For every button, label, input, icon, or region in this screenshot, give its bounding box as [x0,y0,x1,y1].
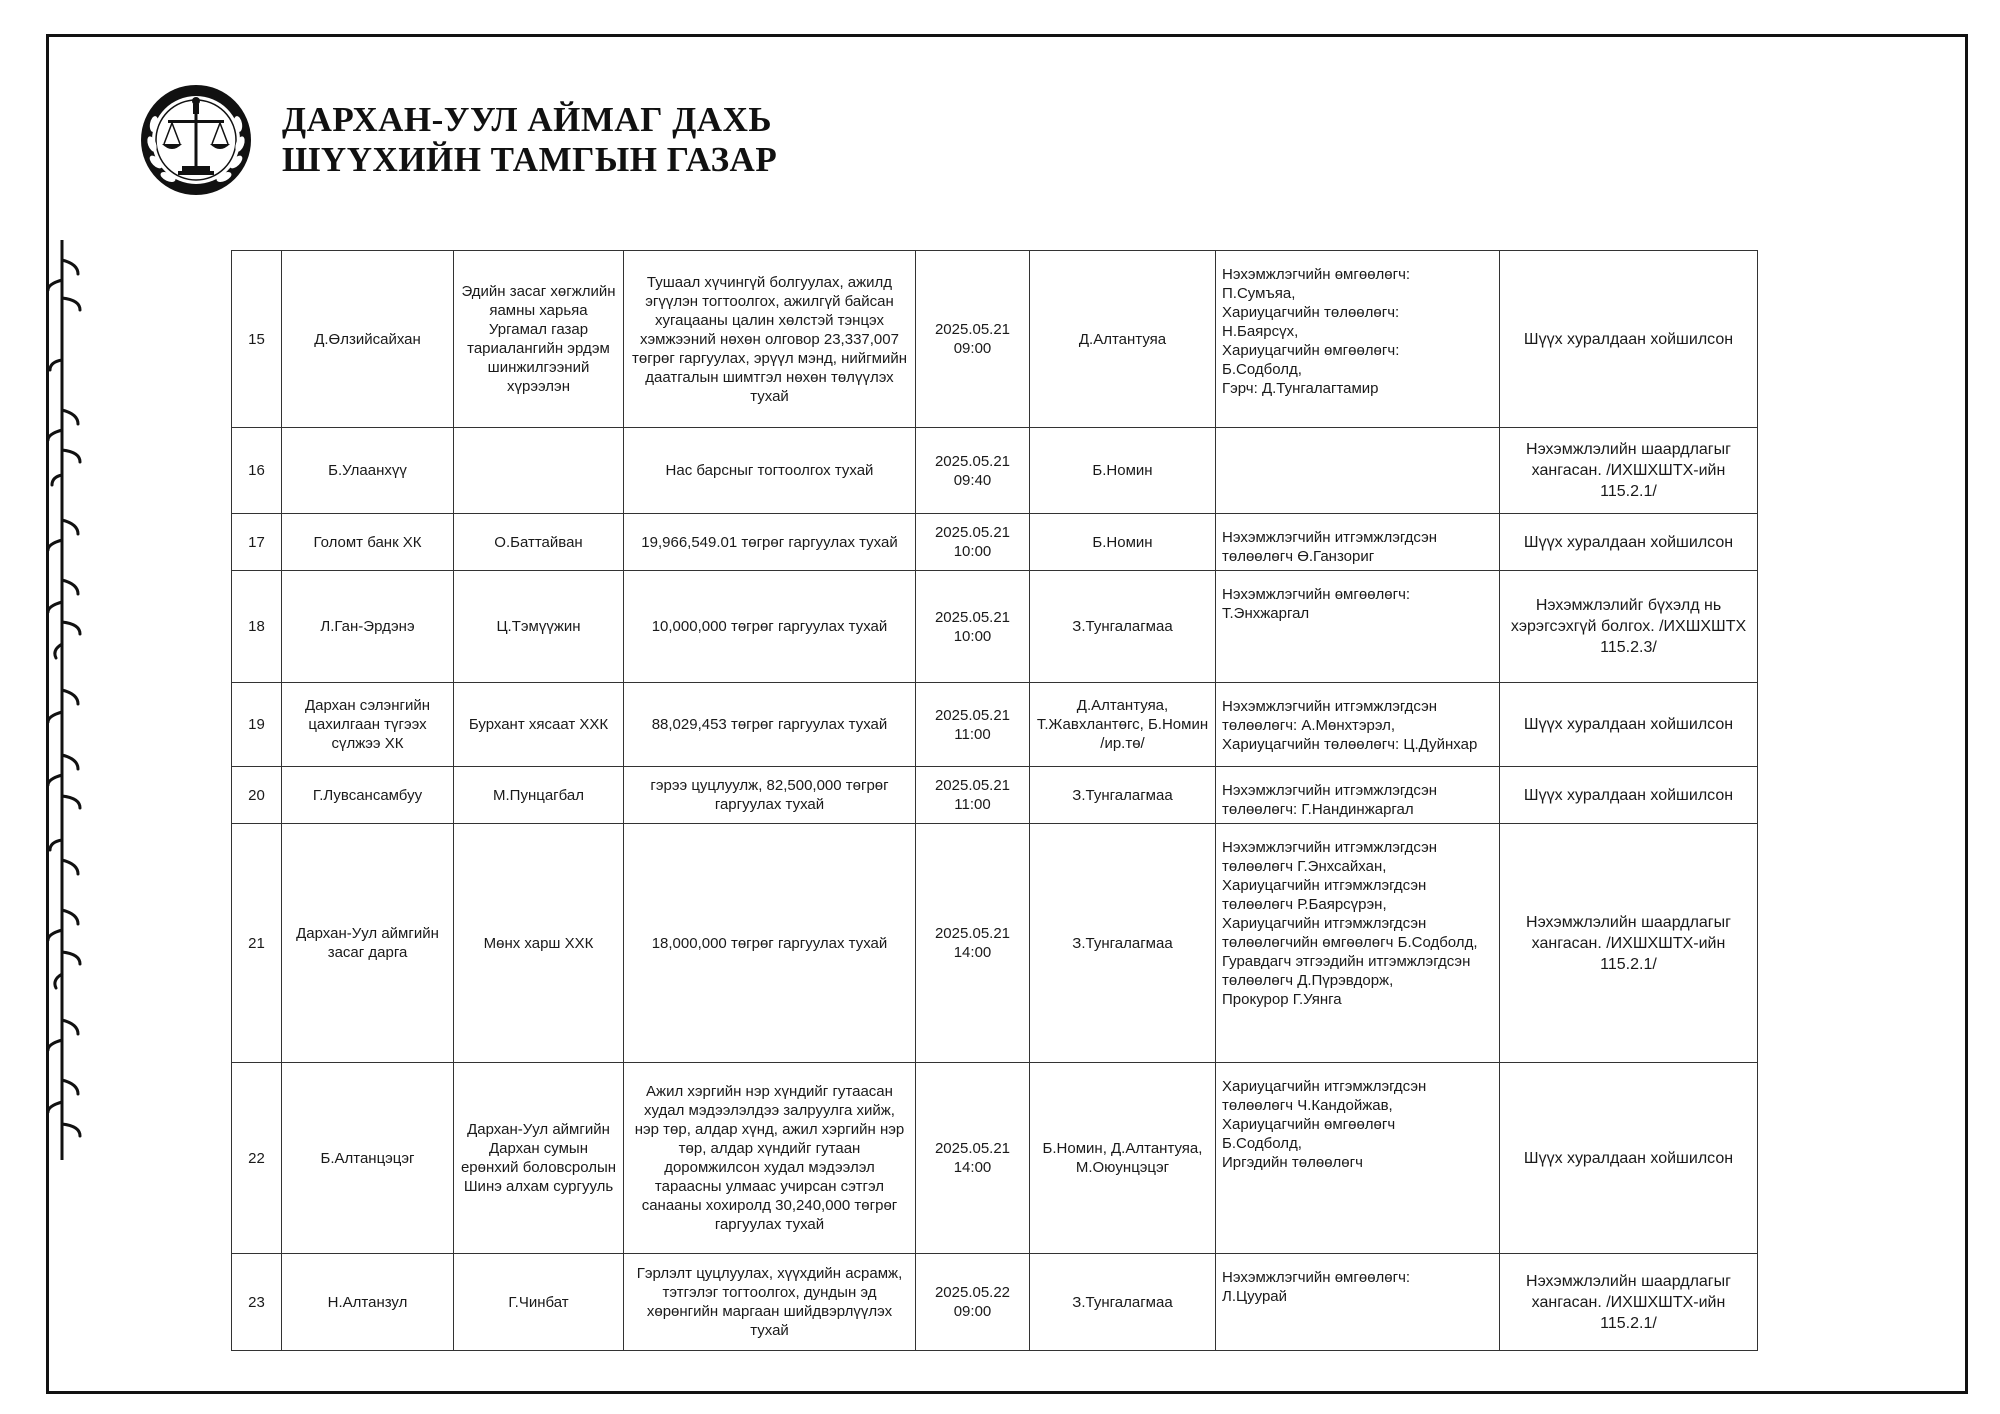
plaintiff-cell: Дархан-Уул аймгийн засаг дарга [282,824,454,1063]
defendant-cell: Мөнх харш ХХК [454,824,624,1063]
row-number-cell: 18 [232,571,282,683]
table-row [232,514,1758,571]
hearing-time: 10:00 [953,543,992,560]
result-cell: Нэхэмжлэлийн шаардлагыг хангасан. /ИХШХШТХ-ийн 115.2.1/ [1500,1254,1758,1351]
row-number-cell: 20 [232,767,282,824]
defendant-cell: Ц.Тэмүүжин [454,571,624,683]
participant-line: Нэхэмжлэгчийн итгэмжлэгдсэн төлөөлөгч: Г.Нандинжаргал [1222,782,1438,818]
defendant-cell: М.Пунцагбал [454,767,624,824]
claim-cell: Гэрлэлт цуцлуулах, хүүхдийн асрамж, тэтгэлэг тогтоолгох, дундын эд хөрөнгийн маргаан шийдвэрлүүлэх тухай [624,1254,916,1351]
defendant-cell: О.Баттайван [454,514,624,571]
plaintiff-cell: Л.Ган-Эрдэнэ [282,571,454,683]
table-row [232,683,1758,767]
table-row [232,1063,1758,1254]
result-cell: Нэхэмжлэлийн шаардлагыг хангасан. /ИХШХШТХ-ийн 115.2.1/ [1500,428,1758,514]
participant-line: П.Сумъяа, [1222,285,1296,302]
plaintiff-cell: Б.Алтанцэцэг [282,1063,454,1254]
participant-line: Хариуцагчийн төлөөлөгч: Ц.Дуйнхар [1222,736,1478,753]
result-cell: Шүүх хуралдаан хойшилсон [1500,1063,1758,1254]
judge-cell: З.Тунгалагмаа [1030,767,1216,824]
hearing-date: 2025.05.21 [934,777,1011,794]
participant-line: Хариуцагчийн төлөөлөгч: [1222,304,1400,321]
row-number-cell: 15 [232,251,282,428]
plaintiff-cell: Н.Алтанзул [282,1254,454,1351]
result-cell: Нэхэмжлэлийг бүхэлд нь хэрэгсэхгүй болгох. /ИХШХШТХ 115.2.3/ [1500,571,1758,683]
participant-line: Нэхэмжлэгчийн өмгөөлөгч: [1222,586,1411,603]
result-cell: Нэхэмжлэлийн шаардлагыг хангасан. /ИХШХШТХ-ийн 115.2.1/ [1500,824,1758,1063]
row-number-cell: 22 [232,1063,282,1254]
hearing-date: 2025.05.21 [934,321,1011,338]
participants-cell [1216,251,1500,428]
judge-cell: Д.Алтантуяа [1030,251,1216,428]
participants-cell [1216,824,1500,1063]
participant-line: Гэрч: Д.Тунгалагтамир [1222,380,1379,397]
row-number-cell: 17 [232,514,282,571]
datetime-cell [916,428,1030,514]
datetime-cell [916,824,1030,1063]
hearing-date: 2025.05.21 [934,608,1011,626]
defendant-cell: Дархан-Уул аймгийн Дархан сумын ерөнхий боловсролын Шинэ алхам сургууль [454,1063,624,1254]
participant-line: Нэхэмжлэгчийн итгэмжлэгдсэн төлөөлөгч Г.Энхсайхан, [1222,839,1438,875]
row-number-cell: 16 [232,428,282,514]
table-row [232,824,1758,1063]
hearing-date: 2025.05.21 [934,706,1011,724]
participants-cell [1216,683,1500,767]
defendant-cell [454,428,624,514]
hearing-date: 2025.05.21 [934,1140,1011,1157]
datetime-cell [916,514,1030,571]
hearing-time: 14:00 [953,1159,992,1176]
mongolian-script-vertical-motto-icon [32,240,92,1160]
defendant-cell: Г.Чинбат [454,1254,624,1351]
participant-line: Л.Цуурай [1222,1288,1288,1305]
judge-cell: З.Тунгалагмаа [1030,824,1216,1063]
judge-cell: З.Тунгалагмаа [1030,1254,1216,1351]
participant-line: Хариуцагчийн өмгөөлөгч: [1222,342,1400,359]
table-row [232,1254,1758,1351]
participants-cell [1216,1063,1500,1254]
result-cell: Шүүх хуралдаан хойшилсон [1500,683,1758,767]
judge-cell: З.Тунгалагмаа [1030,571,1216,683]
participant-line: Хариуцагчийн өмгөөлөгч [1222,1116,1396,1133]
participant-line: Нэхэмжлэгчийн итгэмжлэгдсэн төлөөлөгч: А.Мөнхтэрэл, [1222,698,1438,734]
datetime-cell [916,683,1030,767]
participants-cell [1216,571,1500,683]
hearing-schedule-table [231,250,1757,1351]
hearing-time: 11:00 [954,725,991,743]
judge-cell: Д.Алтантуяа, Т.Жавхлантөгс, Б.Номин /ир.тө/ [1030,683,1216,767]
plaintiff-cell: Г.Лувсансамбуу [282,767,454,824]
plaintiff-cell: Голомт банк ХК [282,514,454,571]
participant-line: Нэхэмжлэгчийн өмгөөлөгч: [1222,266,1411,283]
participant-line: Нэхэмжлэгчийн итгэмжлэгдсэн төлөөлөгч Ө.Ганзориг [1222,529,1438,565]
table-row [232,428,1758,514]
claim-cell: Ажил хэргийн нэр хүндийг гутаасан худал мэдээлэлдээ залруулга хийж, нэр төр, алдар хүнд, ажил хэргийн нэр төр, алдар хүндийг гутаан доромжилсон худал мэдээлэл тараасны улмаас учирсан сэтгэл санааны хохиролд 30,240,000 төгрөг гаргуулах тухай [624,1063,916,1254]
claim-cell: 10,000,000 төгрөг гаргуулах тухай [624,571,916,683]
datetime-cell [916,1254,1030,1351]
hearing-time: 14:00 [953,944,992,961]
hearing-time: 10:00 [953,627,992,645]
hearing-date: 2025.05.22 [934,1284,1011,1301]
hearing-date: 2025.05.21 [934,452,1011,470]
participant-line: Иргэдийн төлөөлөгч [1222,1154,1363,1171]
participants-cell [1216,428,1500,514]
judge-cell: Б.Номин, Д.Алтантуяа, М.Оюунцэцэг [1030,1063,1216,1254]
table-row [232,571,1758,683]
hearing-time: 09:00 [953,340,992,357]
hearing-date: 2025.05.21 [934,925,1011,942]
hearing-time: 09:00 [953,1303,992,1320]
hearing-time: 09:40 [953,471,992,489]
participant-line: Прокурор Г.Уянга [1222,991,1342,1008]
claim-cell: 88,029,453 төгрөг гаргуулах тухай [624,683,916,767]
participant-line: Б.Содболд, [1222,1135,1302,1152]
participants-cell [1216,514,1500,571]
participant-line: Хариуцагчийн итгэмжлэгдсэн төлөөлөгчийн өмгөөлөгч Б.Содболд, [1222,915,1478,951]
table-row [232,767,1758,824]
result-cell: Шүүх хуралдаан хойшилсон [1500,251,1758,428]
table-row [232,251,1758,428]
judge-cell: Б.Номин [1030,428,1216,514]
participants-cell [1216,1254,1500,1351]
claim-cell: 18,000,000 төгрөг гаргуулах тухай [624,824,916,1063]
hearing-date: 2025.05.21 [934,524,1011,541]
plaintiff-cell: Д.Өлзийсайхан [282,251,454,428]
org-title [282,100,777,180]
claim-cell: гэрээ цуцлуулж, 82,500,000 төгрөг гаргуулах тухай [624,767,916,824]
participant-line: Хариуцагчийн итгэмжлэгдсэн төлөөлөгч Р.Баярсүрэн, [1222,877,1427,913]
court-scales-emblem-icon [138,82,254,198]
participant-line: Нэхэмжлэгчийн өмгөөлөгч: [1222,1269,1411,1286]
datetime-cell [916,571,1030,683]
hearing-time: 11:00 [954,796,991,813]
datetime-cell [916,767,1030,824]
participant-line: Гуравдагч этгээдийн итгэмжлэгдсэн төлөөлөгч Д.Пүрэвдорж, [1222,953,1471,989]
participant-line: Хариуцагчийн итгэмжлэгдсэн төлөөлөгч Ч.Кандойжав, [1222,1078,1427,1114]
claim-cell: Тушаал хүчингүй болгуулах, ажилд эгүүлэн тогтоолгох, ажилгүй байсан хугацааны цалин хөлстэй тэнцэх хэмжээний нөхөн олговор 23,337,007 төгрөг гаргуулах, эрүүл мэнд, нийгмийн даатгалын шимтгэл нөхөн төлүүлэх тухай [624,251,916,428]
participant-line: Б.Содболд, [1222,361,1302,378]
org-title-line1: ДАРХАН-УУЛ АЙМАГ ДАХЬ [282,100,772,139]
schedule-table [231,250,1758,1351]
participant-line: Н.Баярсүх, [1222,323,1299,340]
plaintiff-cell: Дархан сэлэнгийн цахилгаан түгээх сүлжээ ХК [282,683,454,767]
judge-cell: Б.Номин [1030,514,1216,571]
datetime-cell [916,251,1030,428]
datetime-cell [916,1063,1030,1254]
claim-cell: Нас барсныг тогтоолгох тухай [624,428,916,514]
result-cell: Шүүх хуралдаан хойшилсон [1500,514,1758,571]
claim-cell: 19,966,549.01 төгрөг гаргуулах тухай [624,514,916,571]
result-cell: Шүүх хуралдаан хойшилсон [1500,767,1758,824]
row-number-cell: 23 [232,1254,282,1351]
org-title-line2: ШҮҮХИЙН ТАМГЫН ГАЗАР [282,140,778,179]
participant-line: Т.Энхжаргал [1222,605,1310,622]
participants-cell [1216,767,1500,824]
plaintiff-cell: Б.Улаанхүү [282,428,454,514]
row-number-cell: 19 [232,683,282,767]
defendant-cell: Бурхант хясаат ХХК [454,683,624,767]
row-number-cell: 21 [232,824,282,1063]
defendant-cell: Эдийн засаг хөгжлийн яамны харьяа Ургамал газар тариалангийн эрдэм шинжилгээний хүрээлэн [454,251,624,428]
